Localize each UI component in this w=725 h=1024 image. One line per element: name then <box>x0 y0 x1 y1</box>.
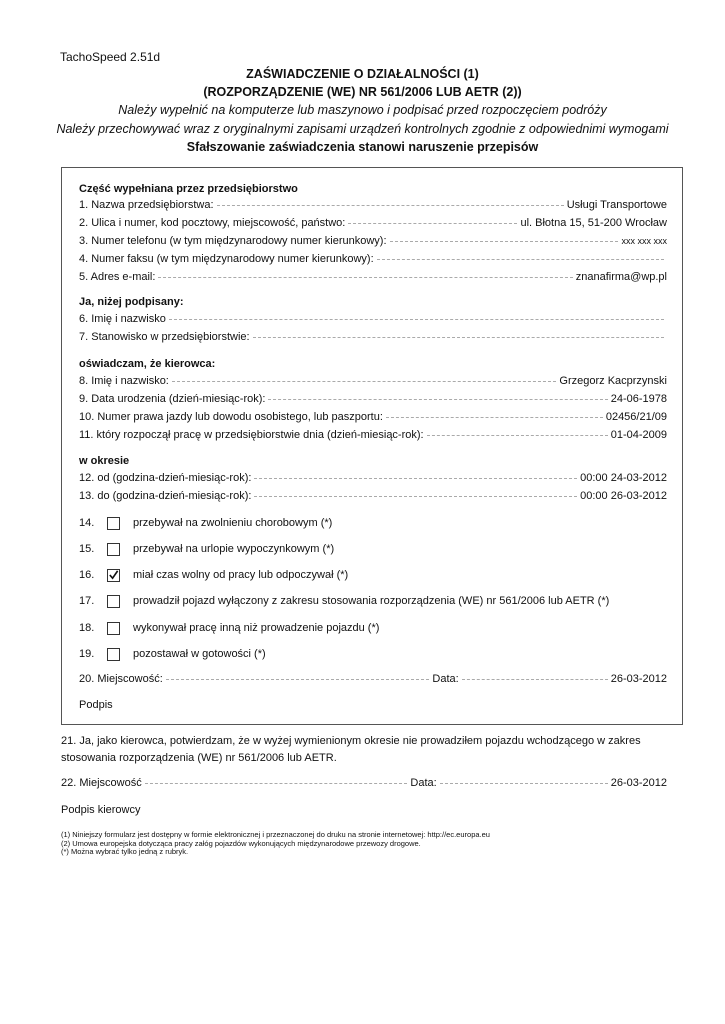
field-label: 20. Miejscowość: <box>79 673 163 685</box>
date-label: Data: <box>432 673 459 685</box>
date-label: Data: <box>410 777 437 789</box>
field-label: 7. Stanowisko w przedsiębiorstwie: <box>79 331 250 343</box>
dotted-leader <box>254 496 577 497</box>
field-place-20[interactable] <box>79 673 667 689</box>
company-heading: Część wypełniana przez przedsiębiorstwo <box>79 183 298 195</box>
dotted-leader <box>348 223 517 224</box>
option-number: 14. <box>79 517 95 529</box>
field-label: 12. od (godzina-dzień-miesiąc-rok): <box>79 472 252 484</box>
option-standby[interactable] <box>79 646 266 662</box>
dotted-leader <box>462 679 608 680</box>
field-driver-license[interactable] <box>79 411 667 427</box>
driver-heading: oświadczam, że kierowca: <box>79 358 216 370</box>
option-label: przebywał na zwolnieniu chorobowym (*) <box>133 517 333 529</box>
dotted-leader <box>166 679 430 680</box>
field-label: 4. Numer faksu (w tym międzynarodowy numer kierunkowy): <box>79 253 374 265</box>
app-title: TachoSpeed 2.51d <box>60 50 161 64</box>
checkbox-option-15[interactable] <box>107 543 120 556</box>
checkbox-option-19[interactable] <box>107 648 120 661</box>
option-number: 18. <box>79 622 95 634</box>
dotted-leader <box>145 783 408 784</box>
date-value: 26-03-2012 <box>610 673 667 685</box>
field-label: 9. Data urodzenia (dzień-miesiąc-rok): <box>79 393 266 405</box>
footnotes <box>61 831 490 857</box>
option-vacation[interactable] <box>79 541 334 557</box>
date-value: 26-03-2012 <box>610 777 667 789</box>
option-label: prowadził pojazd wyłączony z zakresu stosowania rozporządzenia (WE) nr 561/2006 lub AETR (*) <box>133 595 610 607</box>
field-driver-name[interactable] <box>79 375 667 391</box>
field-signer-position[interactable] <box>79 331 667 347</box>
driver-signature-label: Podpis kierowcy <box>61 804 141 816</box>
field-company-name[interactable] <box>79 199 667 215</box>
footnote-3: (*) Można wybrać tylko jedną z rubryk. <box>61 847 189 856</box>
field-label: 8. Imię i nazwisko: <box>79 375 169 387</box>
field-place-22[interactable] <box>61 777 667 793</box>
field-value: znanafirma@wp.pl <box>575 271 667 283</box>
field-company-fax[interactable] <box>79 253 667 269</box>
field-value: Usługi Transportowe <box>566 199 667 211</box>
field-company-email[interactable] <box>79 271 667 287</box>
dotted-leader <box>440 783 608 784</box>
option-number: 19. <box>79 648 95 660</box>
field-label: 2. Ulica i numer, kod pocztowy, miejscowość, państwo: <box>79 217 346 229</box>
option-label: miał czas wolny od pracy lub odpoczywał (*) <box>133 569 349 581</box>
checkbox-option-18[interactable] <box>107 622 120 635</box>
field-value: ul. Błotna 15, 51-200 Wrocław <box>520 217 667 229</box>
option-label: przebywał na urlopie wypoczynkowym (*) <box>133 543 335 555</box>
option-label: wykonywał pracę inną niż prowadzenie pojazdu (*) <box>133 622 380 634</box>
form-subtitle: (ROZPORZĄDZENIE (WE) NR 561/2006 LUB AETR (2)) <box>203 85 522 99</box>
dotted-leader <box>427 435 608 436</box>
signer-heading: Ja, niżej podpisany: <box>79 296 184 308</box>
checkbox-option-14[interactable] <box>107 517 120 530</box>
field-company-phone[interactable] <box>79 235 667 251</box>
field-value: 00:00 26-03-2012 <box>580 490 667 502</box>
option-excluded-vehicle[interactable] <box>79 593 609 609</box>
field-value: 24-06-1978 <box>610 393 667 405</box>
field-value: xxx xxx xxx <box>621 236 667 246</box>
option-sick-leave[interactable] <box>79 515 332 531</box>
field-period-from[interactable] <box>79 472 667 488</box>
field-label: 11. który rozpoczął pracę w przedsiębiorstwie dnia (dzień-miesiąc-rok): <box>79 429 424 441</box>
dotted-leader <box>253 337 664 338</box>
option-number: 16. <box>79 569 95 581</box>
checkmark-icon <box>108 569 119 581</box>
driver-statement-line1: 21. Ja, jako kierowca, potwierdzam, że w wyżej wymienionym okresie nie prowadziłem pojazdu wchodzącego w zakres <box>61 735 641 747</box>
field-driver-start-date[interactable] <box>79 429 667 445</box>
checkbox-option-16[interactable] <box>107 569 120 582</box>
dotted-leader <box>169 319 664 320</box>
option-label: pozostawał w gotowości (*) <box>133 648 266 660</box>
dotted-leader <box>386 417 603 418</box>
field-value: 02456/21/09 <box>605 411 667 423</box>
field-label: 10. Numer prawa jazdy lub dowodu osobistego, lub paszportu: <box>79 411 383 423</box>
dotted-leader <box>254 478 577 479</box>
field-label: 13. do (godzina-dzień-miesiąc-rok): <box>79 490 252 502</box>
period-heading: w okresie <box>79 455 130 467</box>
field-label: 5. Adres e-mail: <box>79 271 156 283</box>
field-driver-birthdate[interactable] <box>79 393 667 409</box>
form-title: ZAŚWIADCZENIE O DZIAŁALNOŚCI (1) <box>246 67 479 81</box>
option-number: 15. <box>79 543 95 555</box>
dotted-leader <box>217 205 564 206</box>
dotted-leader <box>268 399 607 400</box>
field-label: 1. Nazwa przedsiębiorstwa: <box>79 199 214 211</box>
forgery-warning: Sfałszowanie zaświadczenia stanowi naruszenie przepisów <box>186 140 539 154</box>
field-label: 22. Miejscowość <box>61 777 142 789</box>
option-number: 17. <box>79 595 95 607</box>
option-other-work[interactable] <box>79 620 379 636</box>
dotted-leader <box>390 241 619 242</box>
option-rest[interactable] <box>79 567 348 583</box>
field-value: 01-04-2009 <box>610 429 667 441</box>
field-value: 00:00 24-03-2012 <box>580 472 667 484</box>
field-label: 6. Imię i nazwisko <box>79 313 166 325</box>
field-signer-name[interactable] <box>79 313 667 329</box>
checkbox-option-17[interactable] <box>107 595 120 608</box>
dotted-leader <box>158 277 572 278</box>
instruction-keep: Należy przechowywać wraz z oryginalnymi zapisami urządzeń kontrolnych zgodnie z odpowiednimi wymogami <box>56 122 669 136</box>
dotted-leader <box>377 259 664 260</box>
field-value: Grzegorz Kacprzynski <box>559 375 667 387</box>
signature-label: Podpis <box>79 699 113 711</box>
driver-statement-line2: stosowania rozporządzenia (WE) nr 561/2006 lub AETR. <box>61 752 337 764</box>
footnote-2: (2) Umowa europejska dotycząca pracy załóg pojazdów wykonujących międzynarodowe przewozy drogowe. <box>61 838 421 848</box>
field-label: 3. Numer telefonu (w tym międzynarodowy numer kierunkowy): <box>79 235 387 247</box>
dotted-leader <box>172 381 557 382</box>
field-company-address[interactable] <box>79 217 667 233</box>
instruction-fill: Należy wypełnić na komputerze lub maszynowo i podpisać przed rozpoczęciem podróży <box>118 103 607 117</box>
field-period-to[interactable] <box>79 490 667 506</box>
footnote-1: (1) Niniejszy formularz jest dostępny w formie elektronicznej i przeznaczonej do druku na stronie internetowej: http://ec.europa.eu <box>61 830 490 839</box>
